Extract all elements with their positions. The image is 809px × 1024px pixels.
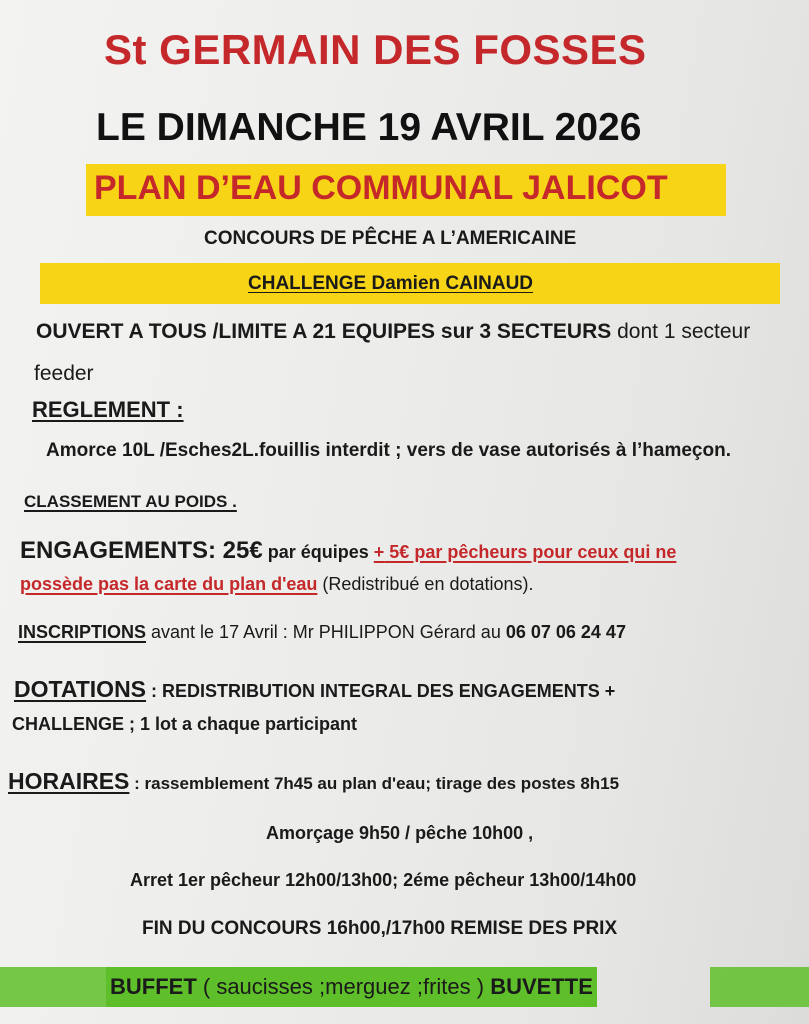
inscriptions-text: avant le 17 Avril : Mr PHILIPPON Gérard au <box>146 622 506 642</box>
challenge-name: CHALLENGE Damien CAINAUD <box>248 273 534 294</box>
inscriptions-label: INSCRIPTIONS <box>18 622 147 642</box>
engagements-note: (Redistribué en dotations). <box>317 574 534 594</box>
venue-name: PLAN D’EAU COMMUNAL JALICOT <box>94 169 668 207</box>
buffet-start: BUFFET <box>110 974 197 999</box>
engagements-line1 <box>20 537 676 565</box>
buffet-band-right <box>710 967 809 1007</box>
classement-text: CLASSEMENT AU POIDS . <box>24 492 237 511</box>
horaires-line4: FIN DU CONCOURS 16h00,/17h00 REMISE DES PRIX <box>142 918 618 939</box>
engagements-red-line2: possède pas la carte du plan d'eau <box>20 574 318 594</box>
inscriptions-phone: 06 07 06 24 47 <box>505 622 626 642</box>
buffet-end: BUVETTE <box>490 974 593 999</box>
dotations-text1: : REDISTRIBUTION INTEGRAL DES ENGAGEMENTS + <box>146 681 616 701</box>
inscriptions-line <box>18 622 626 643</box>
horaires-line2: Amorçage 9h50 / pêche 10h00 , <box>266 823 534 843</box>
reglement-text: Amorce 10L /Esches2L.fouillis interdit ; vers de vase autorisés à l’hameçon. <box>46 440 731 461</box>
horaires-text: : rassemblement 7h45 au plan d'eau; tirage des postes 8h15 <box>129 774 620 793</box>
open-info-line2: feeder <box>34 362 94 385</box>
horaires-label: HORAIRES <box>8 768 130 794</box>
dotations-line1 <box>14 676 615 703</box>
buffet-line <box>106 967 597 1007</box>
buffet-middle: ( saucisses ;merguez ;frites ) <box>196 974 491 999</box>
reglement-heading: REGLEMENT : <box>32 397 184 422</box>
dotations-line2: CHALLENGE ; 1 lot a chaque participant <box>12 714 358 734</box>
event-date: LE DIMANCHE 19 AVRIL 2026 <box>96 106 642 149</box>
open-info-rest: dont 1 secteur <box>611 320 751 343</box>
open-info <box>36 320 750 344</box>
open-info-lead: OUVERT A TOUS /LIMITE A 21 EQUIPES sur 3 SECTEURS <box>36 320 612 343</box>
engagements-per-team: par équipes <box>262 542 369 562</box>
horaires-line1 <box>8 768 619 795</box>
engagements-plus: + <box>373 542 385 562</box>
engagements-red-line1: 5€ par pêcheurs pour ceux qui ne <box>384 542 677 562</box>
dotations-label: DOTATIONS <box>14 676 147 702</box>
horaires-line3: Arret 1er pêcheur 12h00/13h00; 2éme pêcheur 13h00/14h00 <box>130 870 637 890</box>
page-title: St GERMAIN DES FOSSES <box>104 26 647 73</box>
buffet-band-left <box>0 967 107 1007</box>
engagements-price: 25€ <box>216 537 263 564</box>
contest-type: CONCOURS DE PÊCHE A L’AMERICAINE <box>204 228 577 249</box>
engagements-label: ENGAGEMENTS: <box>20 537 217 564</box>
engagements-line2 <box>20 574 534 595</box>
